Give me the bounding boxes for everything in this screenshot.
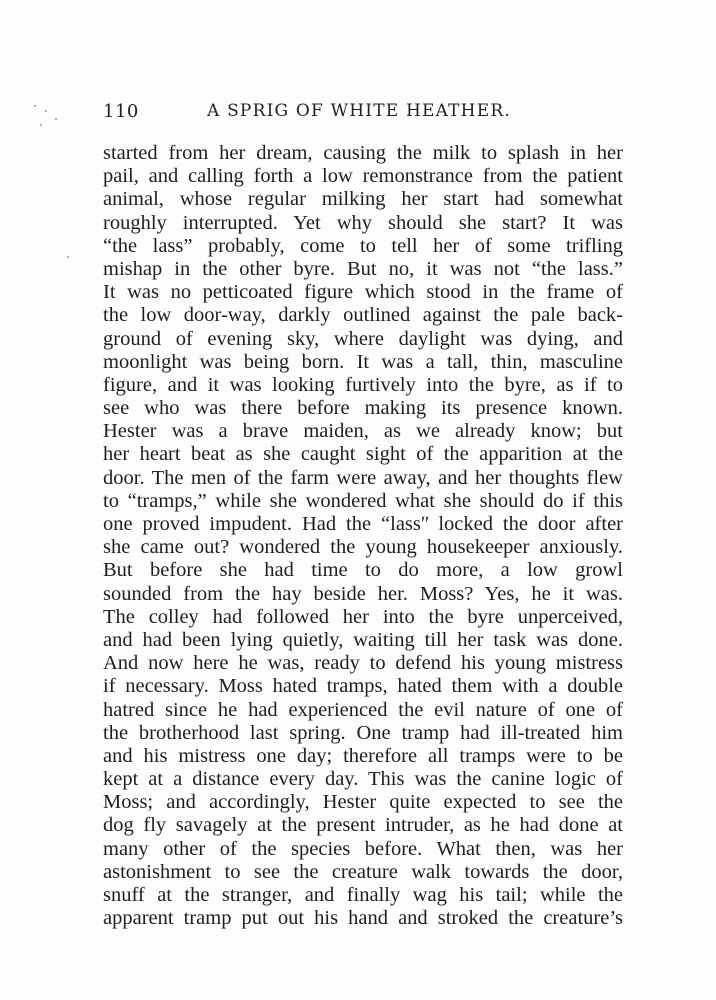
text-line: hatred since he had experienced the evil nature of one of <box>103 698 623 721</box>
running-title: A SPRIG OF WHITE HEATHER. <box>207 101 511 121</box>
text-line: And now here he was, ready to defend his young mistress <box>103 652 623 675</box>
text-line: snuff at the stranger, and finally wag his tail; while the <box>103 884 623 906</box>
page-number: 110 <box>103 101 139 122</box>
text-line: started from her dream, causing the milk to splash in her <box>103 142 623 164</box>
text-line: Moss; and accordingly, Hester quite expected to see the <box>103 791 623 814</box>
body-text <box>103 142 623 930</box>
text-line: pail, and calling forth a low remonstrance from the patient <box>103 165 623 188</box>
text-line: to “tramps,” while she wondered what she should do if this <box>103 489 623 512</box>
text-line: animal, whose regular milking her start had somewhat <box>103 188 623 211</box>
paper-speck <box>67 256 69 258</box>
text-line: It was no petticoated figure which stood in the frame of <box>103 281 623 304</box>
text-line: if necessary. Moss hated tramps, hated them with a double <box>103 675 623 698</box>
text-line: “the lass” probably, come to tell her of some trifling <box>103 234 623 257</box>
text-line: her heart beat as she caught sight of the apparition at the <box>103 443 623 466</box>
text-line: Hester was a brave maiden, as we already know; but <box>103 420 623 443</box>
paper-speck <box>34 105 36 107</box>
text-line: see who was there before making its presence known. <box>103 397 623 420</box>
text-line: moonlight was being born. It was a tall, thin, masculine <box>103 350 623 373</box>
text-line: door. The men of the farm were away, and her thoughts flew <box>103 466 623 489</box>
text-line: astonishment to see the creature walk towards the door, <box>103 860 623 883</box>
text-line: apparent tramp put out his hand and stroked the creature’s <box>103 907 623 930</box>
text-line: sounded from the hay beside her. Moss? Yes, he it was. <box>103 582 623 605</box>
text-line: roughly interrupted. Yet why should she start? It was <box>103 211 623 234</box>
text-line: one proved impudent. Had the “lassʺ locked the door after <box>103 513 623 535</box>
text-line: she came out? wondered the young housekeeper anxiously. <box>103 536 623 559</box>
text-line: and had been lying quietly, waiting till her task was done. <box>103 628 623 651</box>
text-line: the low door-way, darkly outlined against the pale back- <box>103 304 623 327</box>
text-line: But before she had time to do more, a low growl <box>103 559 623 582</box>
text-line: many other of the species before. What then, was her <box>103 837 623 860</box>
paper-speck <box>55 118 57 120</box>
page-header <box>103 101 623 127</box>
text-line: mishap in the other byre. But no, it was not “the lass.” <box>103 257 623 280</box>
paper-speck <box>45 110 47 112</box>
text-line: The colley had followed her into the byre unperceived, <box>103 605 623 628</box>
text-line: and his mistress one day; therefore all tramps were to be <box>103 744 623 767</box>
text-line: ground of evening sky, where daylight was dying, and <box>103 327 623 350</box>
text-line: dog fly savagely at the present intruder, as he had done at <box>103 814 623 837</box>
text-line: the brotherhood last spring. One tramp had ill-treated him <box>103 721 623 744</box>
text-line: figure, and it was looking furtively into the byre, as if to <box>103 373 623 396</box>
text-line: kept at a distance every day. This was the canine logic of <box>103 768 623 791</box>
paper-speck <box>40 124 42 126</box>
